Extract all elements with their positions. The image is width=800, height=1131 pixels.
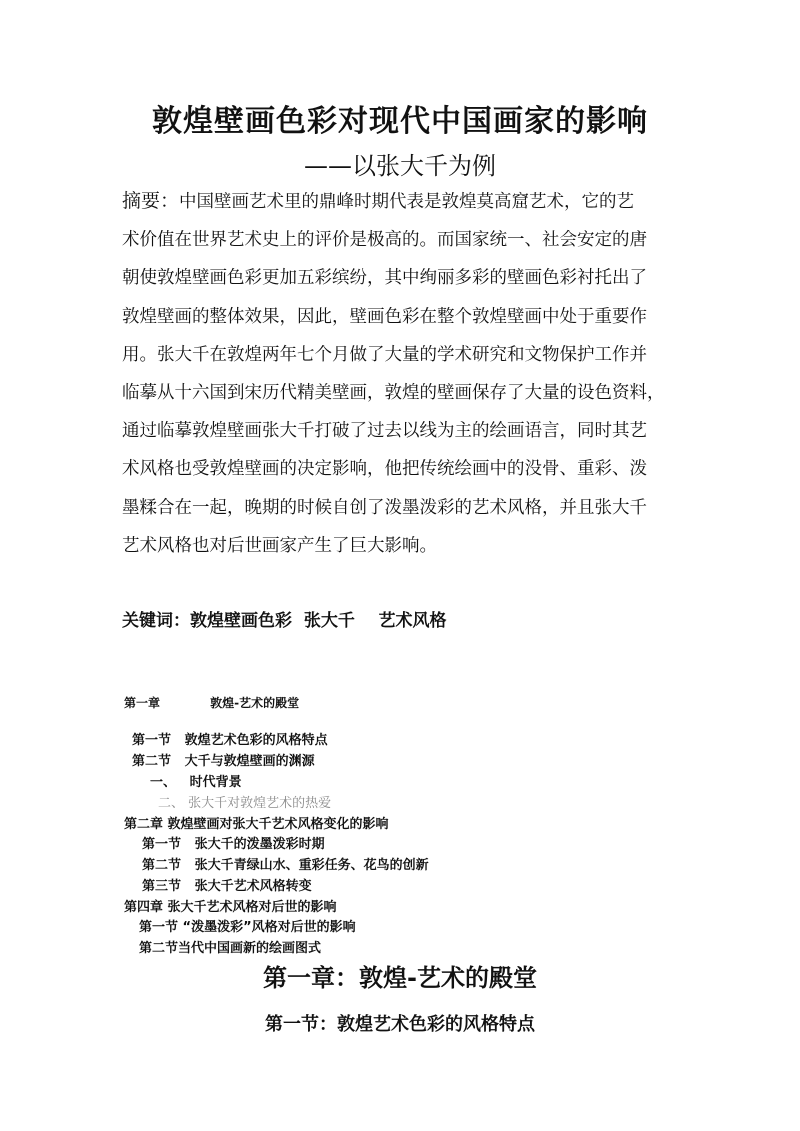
abstract-line-7: 通过临摹敦煌壁画张大千打破了过去以线为主的绘画语言，同时其艺	[122, 421, 647, 442]
abstract-line-4: 敦煌壁画的整体效果，因此，壁画色彩在整个敦煌壁画中处于重要作	[122, 306, 647, 327]
section-1-heading: 第一节：敦煌艺术色彩的风格特点	[265, 1014, 535, 1035]
toc-section-2-1: 第一节 张大千的泼墨泼彩时期	[142, 837, 325, 852]
toc-chapter-2: 第二章 敦煌壁画对张大千艺术风格变化的影响	[124, 817, 389, 832]
toc-section-2-2: 第二节 张大千青绿山水、重彩任务、花鸟的创新	[142, 858, 429, 873]
toc-section-1-1: 第一节 敦煌艺术色彩的风格特点	[132, 733, 328, 748]
abstract-line-1: 摘要：中国壁画艺术里的鼎峰时期代表是敦煌莫高窟艺术，它的艺	[122, 190, 635, 212]
toc-subsection-1-2-2: 二、 张大千对敦煌艺术的热爱	[158, 796, 332, 811]
abstract-line-10: 艺术风格也对后世画家产生了巨大影响。	[122, 535, 437, 556]
abstract-line-8: 术风格也受敦煌壁画的决定影响，他把传统绘画中的没骨、重彩、泼	[122, 459, 647, 480]
keywords-line: 关键词：敦煌壁画色彩 张大千 艺术风格	[122, 611, 447, 631]
abstract-line-2: 术价值在世界艺术史上的评价是极高的。而国家统一、社会安定的唐	[122, 230, 647, 251]
chapter-1-heading: 第一章：敦煌-艺术的殿堂	[263, 964, 537, 992]
abstract-line-9: 墨糅合在一起，晚期的时候自创了泼墨泼彩的艺术风格，并且张大千	[122, 497, 647, 518]
document-subtitle: ——以张大千为例	[304, 152, 496, 180]
abstract-label: 摘要：	[122, 190, 180, 212]
abstract-line-5: 用。张大千在敦煌两年七个月做了大量的学术研究和文物保护工作并	[122, 344, 647, 365]
toc-chapter-1: 第一章 敦煌-艺术的殿堂	[124, 696, 300, 710]
abstract-line-6: 临摹从十六国到宋历代精美壁画，敦煌的壁画保存了大量的设色资料，	[122, 383, 665, 404]
abstract-line-3: 朝使敦煌壁画色彩更加五彩缤纷，其中绚丽多彩的壁画色彩衬托出了	[122, 268, 647, 289]
toc-chapter-4: 第四章 张大千艺术风格对后世的影响	[124, 900, 337, 915]
toc-section-4-1: 第一节 “泼墨泼彩”风格对后世的影响	[139, 920, 356, 935]
toc-section-2-3: 第三节 张大千艺术风格转变	[142, 879, 312, 894]
document-title: 敦煌壁画色彩对现代中国画家的影响	[152, 104, 648, 139]
toc-subsection-1-2-1: 一、 时代背景	[150, 775, 242, 790]
abstract-paragraph	[122, 182, 688, 565]
toc-section-4-2: 第二节当代中国画新的绘画图式	[139, 941, 322, 956]
toc-section-1-2: 第二节 大千与敦煌壁画的渊源	[132, 754, 315, 769]
